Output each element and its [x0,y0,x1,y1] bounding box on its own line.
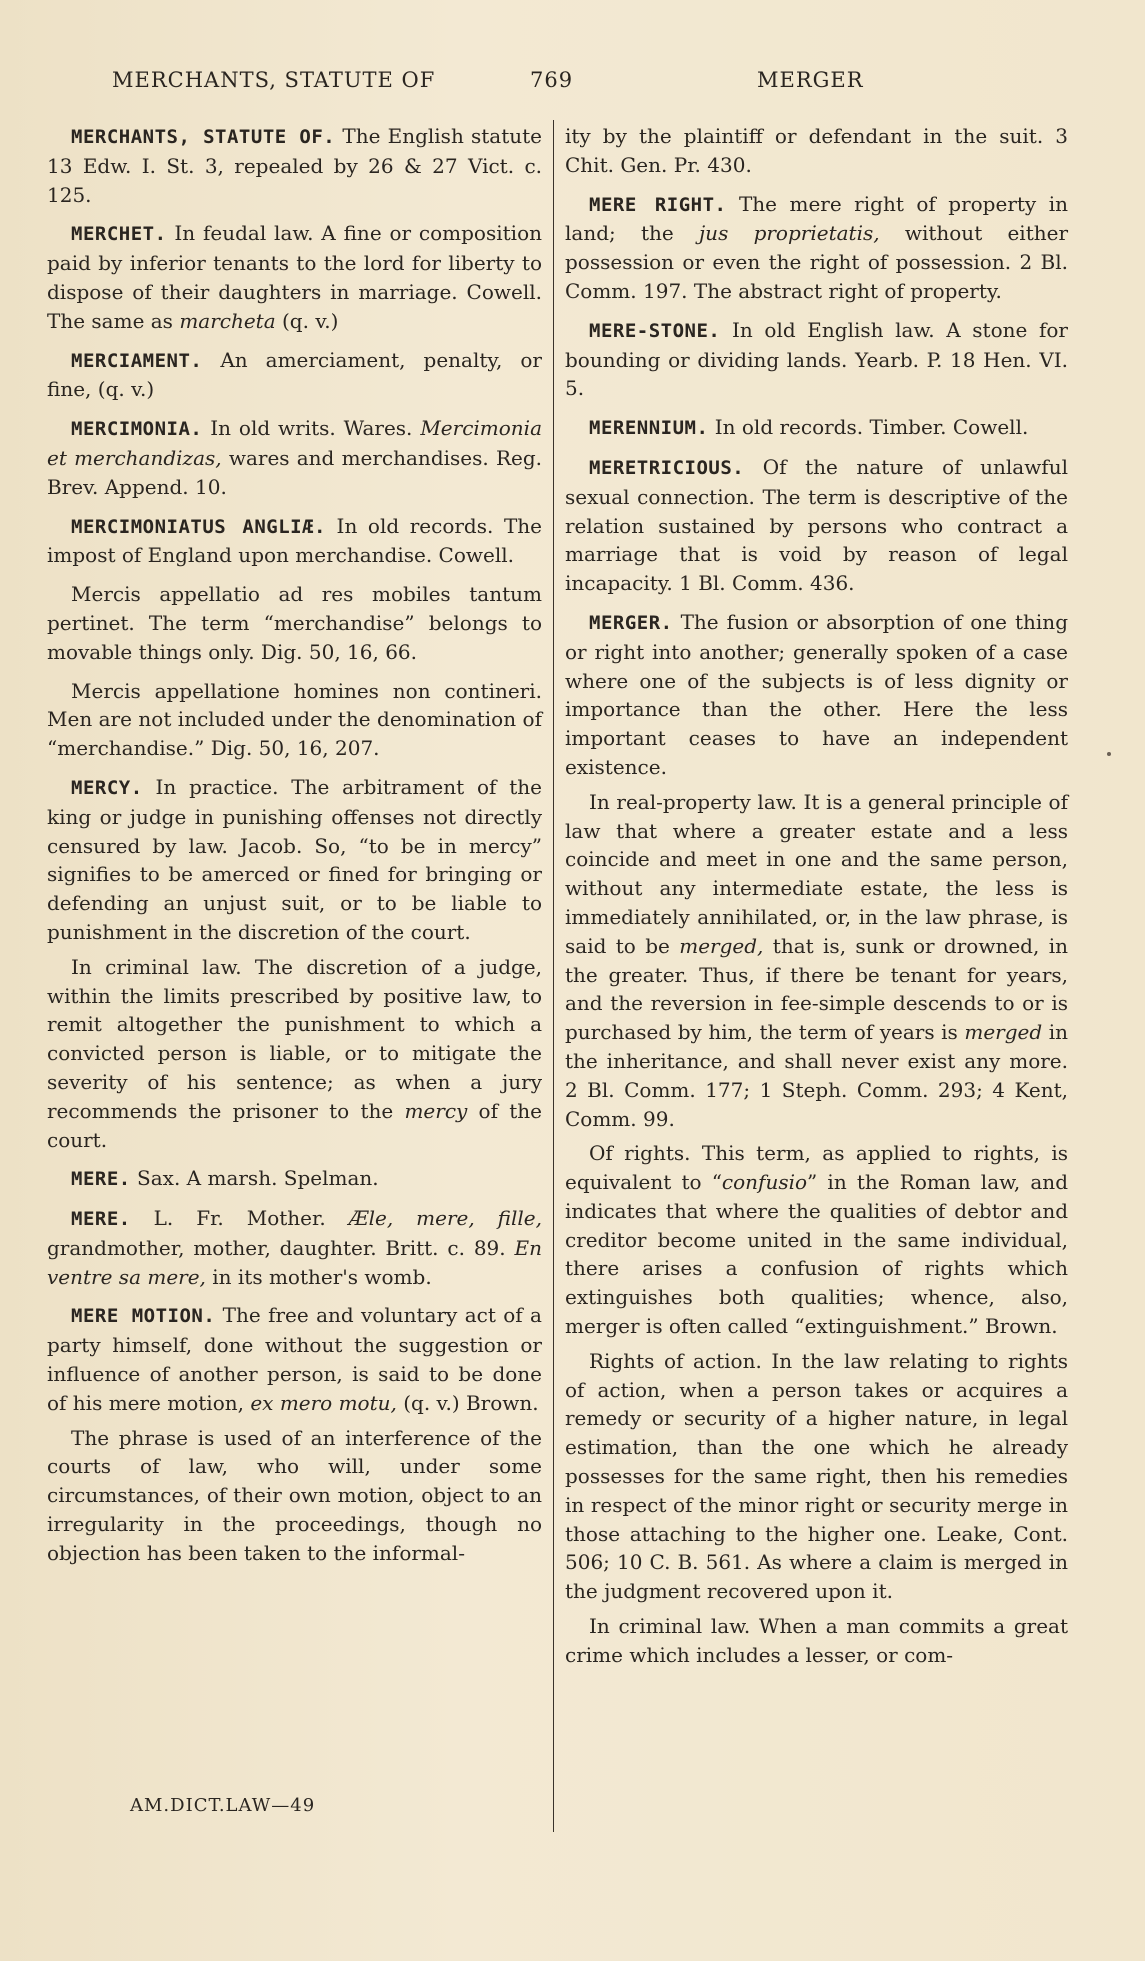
entry-mercimoniatus [47,512,542,571]
header-right-title: MERGER [757,68,864,92]
entry-text: In feudal law. A fine or composition paid by inferior tenants to the lord for liberty to dispose of their daughters in marriage. Cowell. The same as [47,221,542,333]
entry-italic: mercy [404,1098,468,1123]
entry-term: MERCHET. [71,223,167,246]
entry-merciament [47,346,542,405]
entry-mercy-criminal [47,953,542,1155]
entry-italic-2: En ventre sa mere, [47,1235,542,1289]
entry-merger [565,608,1068,782]
entry-term: MERCY. [71,776,143,799]
entry-text: In real-property law. It is a general principle of law that where a greater estate and a less coincide and meet in one and the same person, without any intermediate estate, the less is immediately annihilated, or, in the law phrase, is said to be [565,789,1068,958]
entry-term: MERENNIUM. [589,417,709,440]
entry-italic: confusio [721,1170,808,1195]
entry-mercimonia [47,414,542,501]
entry-term: MERETRICIOUS. [589,456,745,479]
entry-text: An amerciament, penalty, or fine, (q. v.) [47,347,542,402]
maxim-mercis-1: Mercis appellatio ad res mobiles tantum pertinet. The term “merchandise” belongs to movable things only. Dig. 50, 16, 66. [47,582,542,664]
entry-merchet [47,219,542,335]
ink-speck [1107,752,1111,756]
entry-text-end: (q. v.) [275,308,339,333]
entry-text: Of the nature of unlawful sexual connection. The term is descriptive of the relation sustained by persons who contract a marriage that is void by reason of legal incapacity. 1 Bl. Comm. 436. [565,454,1068,596]
entry-text-end: ” in the Roman law, and indicates that where the qualities of debtor and creditor become united in the same individual, there arises a confusion of rights which extinguishes both qualities; whence, also, merger is often called “extinguishment.” Brown. [565,1170,1068,1339]
entry-italic-2: merged [964,1020,1043,1045]
entry-merger-rights [565,1139,1068,1341]
entry-term: MERE MOTION. [71,1305,216,1328]
page-number: 769 [530,68,574,92]
entry-italic: ex mero motu, [250,1390,397,1415]
header-left-title: MERCHANTS, STATUTE OF [112,68,436,92]
entry-mere-fr [47,1204,542,1291]
entry-mere-motion-continued: The phrase is used of an interference of the courts of law, who will, under some circumstances, of their own motion, object to an irregularity in the proceedings, though no objection has been taken to the informal- [47,1425,542,1565]
entry-text-end: in its mother's womb. [205,1264,432,1289]
entry-term: MERCIMONIA. [71,418,203,441]
entry-meretricious [565,453,1068,598]
entry-text: In criminal law. The discretion of a judge, within the limits prescribed by positive law, to remit altogether the punishment to which a convicted person is liable, or to mitigate the severity of his sentence; as when a jury recommends the prisoner to the [47,954,542,1123]
entry-text-end: of the court. [47,1098,542,1152]
entry-term: MERE-STONE. [589,319,721,342]
entry-text: The English statute 13 Edw. I. St. 3, repealed by 26 & 27 Vict. c. 125. [47,124,542,207]
entry-text: Of rights. This term, as applied to rights, is equivalent to “ [565,1141,1068,1195]
entry-text-end: (q. v.) Brown. [396,1390,539,1415]
right-column [565,122,1068,1680]
entry-term: MERCIAMENT. [71,349,203,372]
entry-text-end: in the inheritance, and shall never exist any more. 2 Bl. Comm. 177; 1 Steph. Comm. 293; 4 Kent, Comm. 99. [565,1020,1068,1131]
maxim-mercis-2: Mercis appellatione homines non contineri. Men are not included under the denomination of “merchandise.” Dig. 50, 16, 207. [47,678,542,761]
entry-text-end: without either possession or even the right of possession. 2 Bl. Comm. 197. The abstract right of property. [565,221,1069,303]
entry-term: MERE. [71,1168,131,1191]
entry-term: MERGER. [589,611,673,634]
entry-text: In old English law. A stone for bounding or dividing lands. Yearb. P. 18 Hen. VI. 5. [565,317,1068,401]
entry-mere-right [565,190,1068,306]
running-header [0,68,1145,102]
entry-text: The free and voluntary act of a party himself, done without the suggestion or influence of another person, is said to be done of his mere motion, [47,1303,542,1415]
entry-mere-stone [565,316,1068,403]
entry-text: The mere right of property in land; the [565,191,1068,246]
entry-text: In practice. The arbitrament of the king or judge in punishing offenses not directly censured by law. Jacob. So, “to be in mercy” signifies to be amerced or fined for bringing or defending an unjust suit, or to be liable to punishment in the discretion of the court. [47,774,542,944]
entry-text-end: wares and merchandises. Reg. Brev. Append. 10. [47,445,543,499]
entry-text: The fusion or absorption of one thing or right into another; generally spoken of a case where one of the subjects is of less dignity or importance than the other. Here the less important ceases to have an independent existence. [565,609,1068,779]
entry-mere-sax [47,1164,542,1194]
entry-mercy [47,773,542,947]
entry-merchants-statute [47,122,542,209]
entry-merennium [565,413,1068,443]
entry-text: L. Fr. Mother. [130,1206,349,1231]
left-column [47,122,542,1578]
entry-merger-criminal: In criminal law. When a man commits a great crime which includes a lesser, or com- [565,1614,1068,1667]
continuation-text: ity by the plaintiff or defendant in the suit. 3 Chit. Gen. Pr. 430. [565,124,1068,177]
entry-mere-motion [47,1301,542,1417]
entry-italic: merged, [679,933,764,958]
entry-merger-rights-of-action: Rights of action. In the law relating to rights of action, when a person takes or acquires a remedy or security of a higher nature, in legal estimation, than the one which he already possesses for the same right, then his remedies in respect of the minor right or security merge in those attaching to the higher one. Leake, Cont. 506; 10 C. B. 561. As where a claim is merged in the judgment recovered upon it. [565,1348,1068,1604]
entry-italic: Mercimonia et merchandizas, [47,416,542,470]
entry-text-mid: that is, sunk or drowned, in the greater. Thus, if there be tenant for years, and the reversion in fee-simple descends to or is purchased by him, the term of years is [565,933,1068,1045]
entry-term: MERCIMONIATUS ANGLIÆ. [71,515,326,538]
entry-italic: marcheta [179,308,276,333]
entry-text: Sax. A marsh. Spelman. [130,1166,379,1191]
entry-text: In old records. The impost of England upon merchandise. Cowell. [47,513,542,568]
signature-mark: AM.DICT.LAW—49 [130,1795,316,1816]
column-divider [553,120,554,1832]
entry-term: MERE RIGHT. [589,193,727,216]
entry-term: MERE. [71,1208,131,1231]
entry-text: In old writs. Wares. [202,416,421,441]
entry-italic: Æle, mere, fille, [348,1206,542,1231]
entry-italic: jus proprietatis, [698,221,880,246]
entry-text-mid: grandmother, mother, daughter. Britt. c. 89. [47,1235,515,1260]
entry-term: MERCHANTS, STATUTE OF. [71,126,336,148]
entry-merger-real-property [565,788,1068,1134]
entry-text: In old records. Timber. Cowell. [708,415,1029,440]
